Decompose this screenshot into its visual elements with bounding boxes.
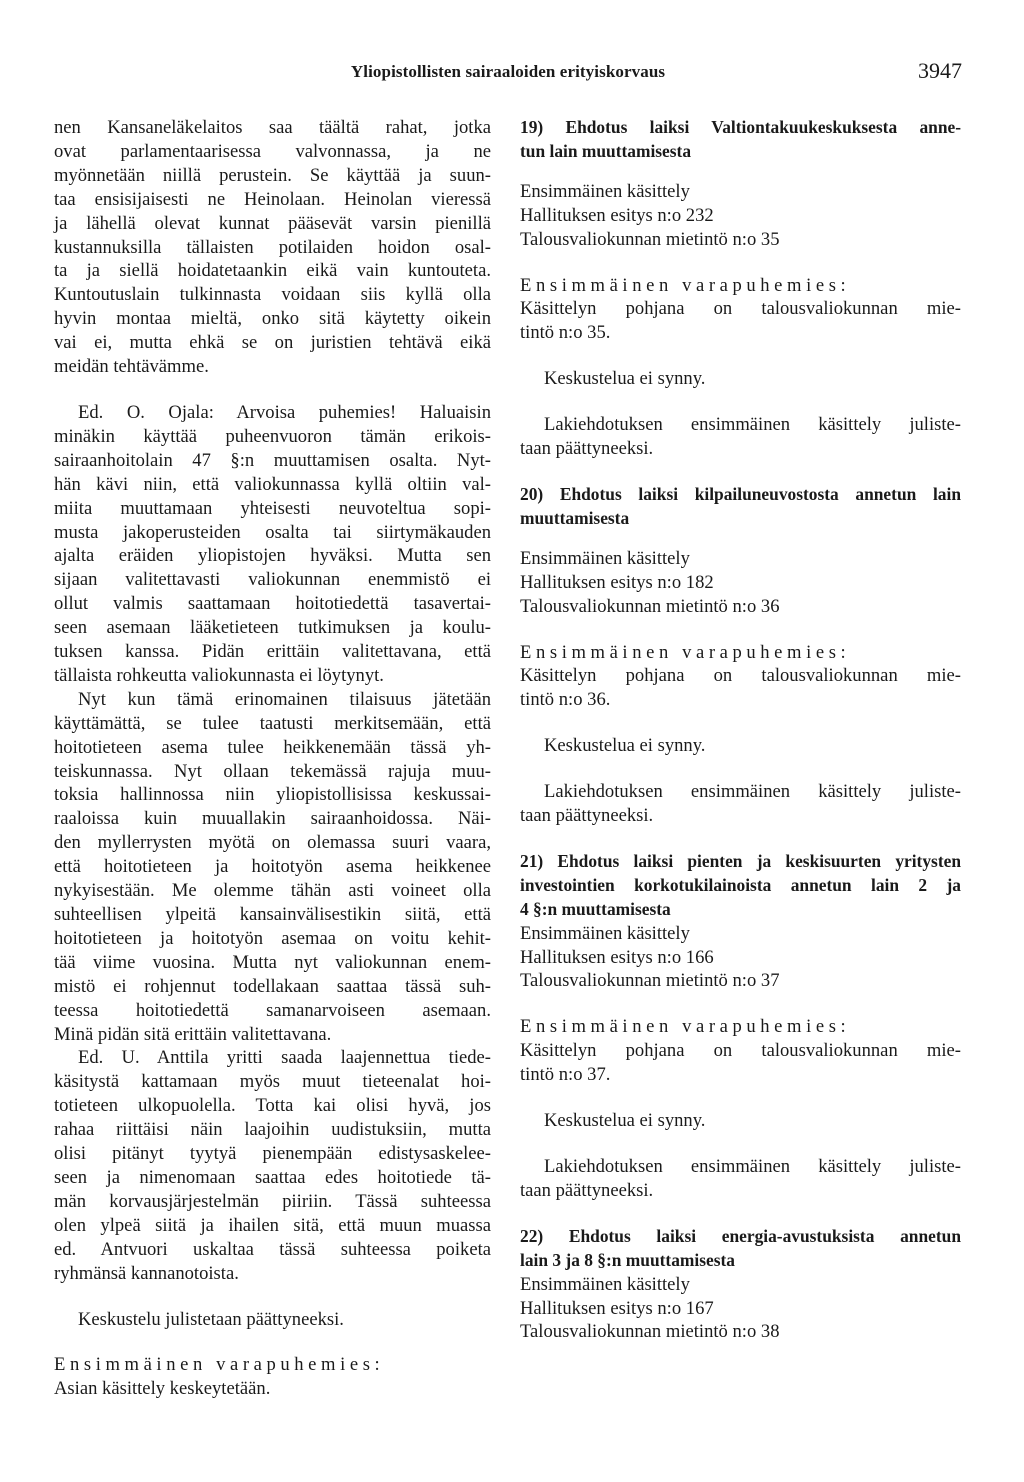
text-line: taan päättyneeksi. (520, 805, 654, 827)
text-line: miita muuttamaan yhteisesti neuvoteltua sopi- (54, 497, 491, 519)
text-line: taan päättyneeksi. (520, 1179, 654, 1201)
text-line: ja lähellä olevat kunnat pääsevät varsin pienillä (54, 212, 491, 234)
text-line: myönnetään niillä perustein. Se käyttää ja suun- (54, 164, 491, 186)
text-line: hän kävi niin, että valiokunnassa kyllä oltiin val- (54, 473, 491, 495)
text-line: käsitystä kattamaan myös muut tieteenalat hoi- (54, 1071, 491, 1093)
text-line: tällaista rohkeutta valiokunnasta ei löytynyt. (54, 664, 384, 686)
text-line: käyttämättä, se tulee taatusti merkitsemään, että (54, 712, 491, 734)
agenda-item-19 (520, 116, 961, 461)
text-line: Talousvaliokunnan mietintö n:o 38 (520, 1321, 780, 1343)
text-line: meidän tehtävämme. (54, 356, 209, 378)
text-line: suhteellisen ylpeitä kansainvälisestikin siitä, että (54, 904, 491, 925)
speaker-name: Ed. O. Ojala: (78, 401, 214, 423)
text-line: män korvausjärjestelmän piiriin. Tässä suhteessa (54, 1190, 491, 1212)
text-line: olen ylpeä siitä ja ihailen sitä, että muun muassa (54, 1214, 491, 1236)
text-line: Hallituksen esitys n:o 166 (520, 946, 714, 968)
text-line: kustannuksilla tällaisten potilaiden hoidon osal- (54, 236, 491, 258)
right-column (520, 116, 961, 1344)
text-line: Keskustelua ei synny. (544, 735, 706, 757)
text-line: Lakiehdotuksen ensimmäinen käsittely juliste- (544, 414, 961, 436)
paragraph-continuation (54, 116, 491, 379)
closing-statement (54, 1308, 491, 1332)
text-line: tintö n:o 37. (520, 1064, 611, 1086)
paragraph (54, 1046, 491, 1285)
text-line: sijaan valitettavasti valiokunnan enemmistö ei (54, 569, 491, 591)
text-line: rahaa riittäisi näin laajoihin uudistuksiin, mutta (54, 1119, 491, 1141)
text-line: Talousvaliokunnan mietintö n:o 35 (520, 228, 780, 250)
text-line: nykyisestään. Me olemme tähän asti voineet olla (54, 880, 491, 902)
text-line: Ensimmäinen käsittely (520, 1273, 690, 1295)
text-line: Keskustelua ei synny. (544, 1110, 706, 1132)
running-title: Yliopistollisten sairaaloiden erityiskorvaus (350, 62, 666, 81)
text-line: nen Kansaneläkelaitos saa täältä rahat, jotka (54, 117, 491, 138)
page-number: 3947 (918, 58, 962, 83)
text-line: teessa hoitotiedettä samanarvoiseen asemaan. (54, 999, 491, 1021)
section-heading: 21) Ehdotus laiksi pienten ja keskisuurten yritysten investointien korkotukilainoista annetun lain 2 ja 4 §:n muuttamisesta (520, 850, 961, 919)
text-line: taa ensisijaisesti ne Heinolaan. Heinolan vieressä (54, 188, 491, 210)
left-column (54, 116, 491, 1401)
text-line: Ensimmäinen käsittely (520, 180, 690, 202)
speaker-label: Ensimmäinen varapuhemies: (520, 1016, 851, 1038)
text-line: Ensimmäinen käsittely (520, 547, 690, 569)
text-line: totieteen ulkopuolella. Totta kai olisi hyvä, jos (54, 1095, 491, 1117)
speech-ojala (54, 401, 491, 688)
text-line: tää viime vuosina. Mutta nyt valiokunnan enem- (54, 951, 491, 973)
text-line: Ed. U. Anttila yritti saada laajennettua tiede- (78, 1047, 491, 1069)
text-line: tintö n:o 36. (520, 689, 611, 711)
page-header (54, 56, 962, 90)
text-line: taan päättyneeksi. (520, 438, 654, 460)
text-line: ollut valmis saattamaan hoitotiedettä tasavertai- (54, 593, 491, 615)
text-line: Talousvaliokunnan mietintö n:o 37 (520, 970, 780, 992)
text-line: Lakiehdotuksen ensimmäinen käsittely juliste- (544, 1156, 961, 1177)
text-line: Kuntoutuslain tulkinnasta voidaan siis kyllä olla (54, 284, 491, 306)
text-line: Asian käsittely keskeytetään. (54, 1378, 271, 1400)
text-line: Käsittelyn pohjana on talousvaliokunnan mie- (520, 1040, 961, 1062)
text-line: Lakiehdotuksen ensimmäinen käsittely juliste- (544, 781, 961, 803)
text-line: Ensimmäinen käsittely (520, 922, 690, 944)
speaker-label: Ensimmäinen varapuhemies: (520, 641, 851, 663)
text-line: seen asemaan lääketieteen tutkimuksen ja koulu- (54, 617, 491, 639)
text-line: Keskustelua ei synny. (544, 368, 706, 390)
text-line: Minä pidän sitä erittäin valitettavana. (54, 1023, 332, 1045)
text-line: ryhmänsä kannanotoista. (54, 1262, 239, 1284)
text-line: Hallituksen esitys n:o 182 (520, 571, 714, 593)
text-line: sairaanhoitolain 47 §:n muuttamisen osalta. Nyt- (54, 449, 491, 471)
text-line: ed. Antvuori uskaltaa tässä suhteessa poiketa (54, 1238, 491, 1260)
text-line: Käsittelyn pohjana on talousvaliokunnan mie- (520, 298, 961, 320)
text-line: tuksen kanssa. Pidän erittäin valitettavana, että (54, 641, 491, 663)
section-heading: 20) Ehdotus laiksi kilpailuneuvostosta annetun lain muuttamisesta (520, 483, 961, 528)
text-line: seen ja nimenomaan saattaa edes hoitotiede tä- (54, 1166, 491, 1188)
text-line: Talousvaliokunnan mietintö n:o 36 (520, 595, 780, 617)
text-line: Nyt kun tämä erinomainen tilaisuus jätetään (78, 688, 491, 710)
text-line: Ed. O. Ojala: Arvoisa puhemies! Haluaisin (78, 401, 491, 423)
text-line: tintö n:o 35. (520, 322, 611, 344)
text-line: että hoitotieteen ja hoitotyön asema heikkenee (54, 856, 491, 878)
text-line: raaloissa kuin muuallakin sairaanhoidossa. Näi- (54, 808, 491, 830)
text-line: minäkin käyttää puheenvuoron tämän erikois- (54, 425, 491, 447)
paragraph (54, 688, 491, 1047)
text-line: hoitotieteen asema tulee heikkenemään tässä yh- (54, 736, 491, 758)
chair-statement (54, 1353, 491, 1401)
text-line: olisi pitänyt tyytyä pienempään edistysaskelee- (54, 1143, 491, 1165)
agenda-item-21 (520, 850, 961, 1203)
text-line: musta jakoperusteiden osalta tai siirtymäkauden (54, 521, 491, 543)
speaker-label: Ensimmäinen varapuhemies: (520, 274, 851, 296)
text-line: hoitotieteen ja hoitotyön asemaa on voitu kehit- (54, 927, 491, 949)
text-line: mistö ei rohjennut todellakaan saattaa tässä suh- (54, 975, 491, 997)
text-line: Käsittelyn pohjana on talousvaliokunnan mie- (520, 665, 961, 687)
agenda-item-22 (520, 1225, 961, 1345)
text-line: den myllerrysten myötä on olemassa suuri vaara, (54, 832, 491, 854)
text-line: vai ei, mutta ehkä se on juristien tehtävä eikä (54, 332, 491, 354)
text-line: teiskunnassa. Nyt ollaan tekemässä rajuja muu- (54, 760, 491, 782)
text-line: ajalta eräiden yliopistojen hyväksi. Mutta sen (54, 545, 491, 567)
agenda-item-20 (520, 483, 961, 828)
speaker-label: Ensimmäinen varapuhemies: (54, 1354, 385, 1376)
text-line: Hallituksen esitys n:o 232 (520, 204, 714, 226)
section-heading: 22) Ehdotus laiksi energia-avustuksista annetun lain 3 ja 8 §:n muuttamisesta (520, 1225, 961, 1270)
text-line: Hallituksen esitys n:o 167 (520, 1297, 714, 1319)
section-heading: 19) Ehdotus laiksi Valtiontakuukeskuksesta anne- tun lain muuttamisesta (520, 117, 961, 161)
text-line: ta ja siellä hoidatetaankin eikä vain kuntouteta. (54, 260, 491, 282)
text-line: toksia hallinnossa niin yliopistollisissa keskussai- (54, 784, 491, 806)
text-line: hyvin montaa mieltä, onko sitä käytetty oikein (54, 308, 491, 330)
text-line: ovat parlamentaarisessa valvonnassa, ja ne (54, 140, 491, 162)
text-line: Keskustelu julistetaan päättyneeksi. (78, 1308, 344, 1330)
